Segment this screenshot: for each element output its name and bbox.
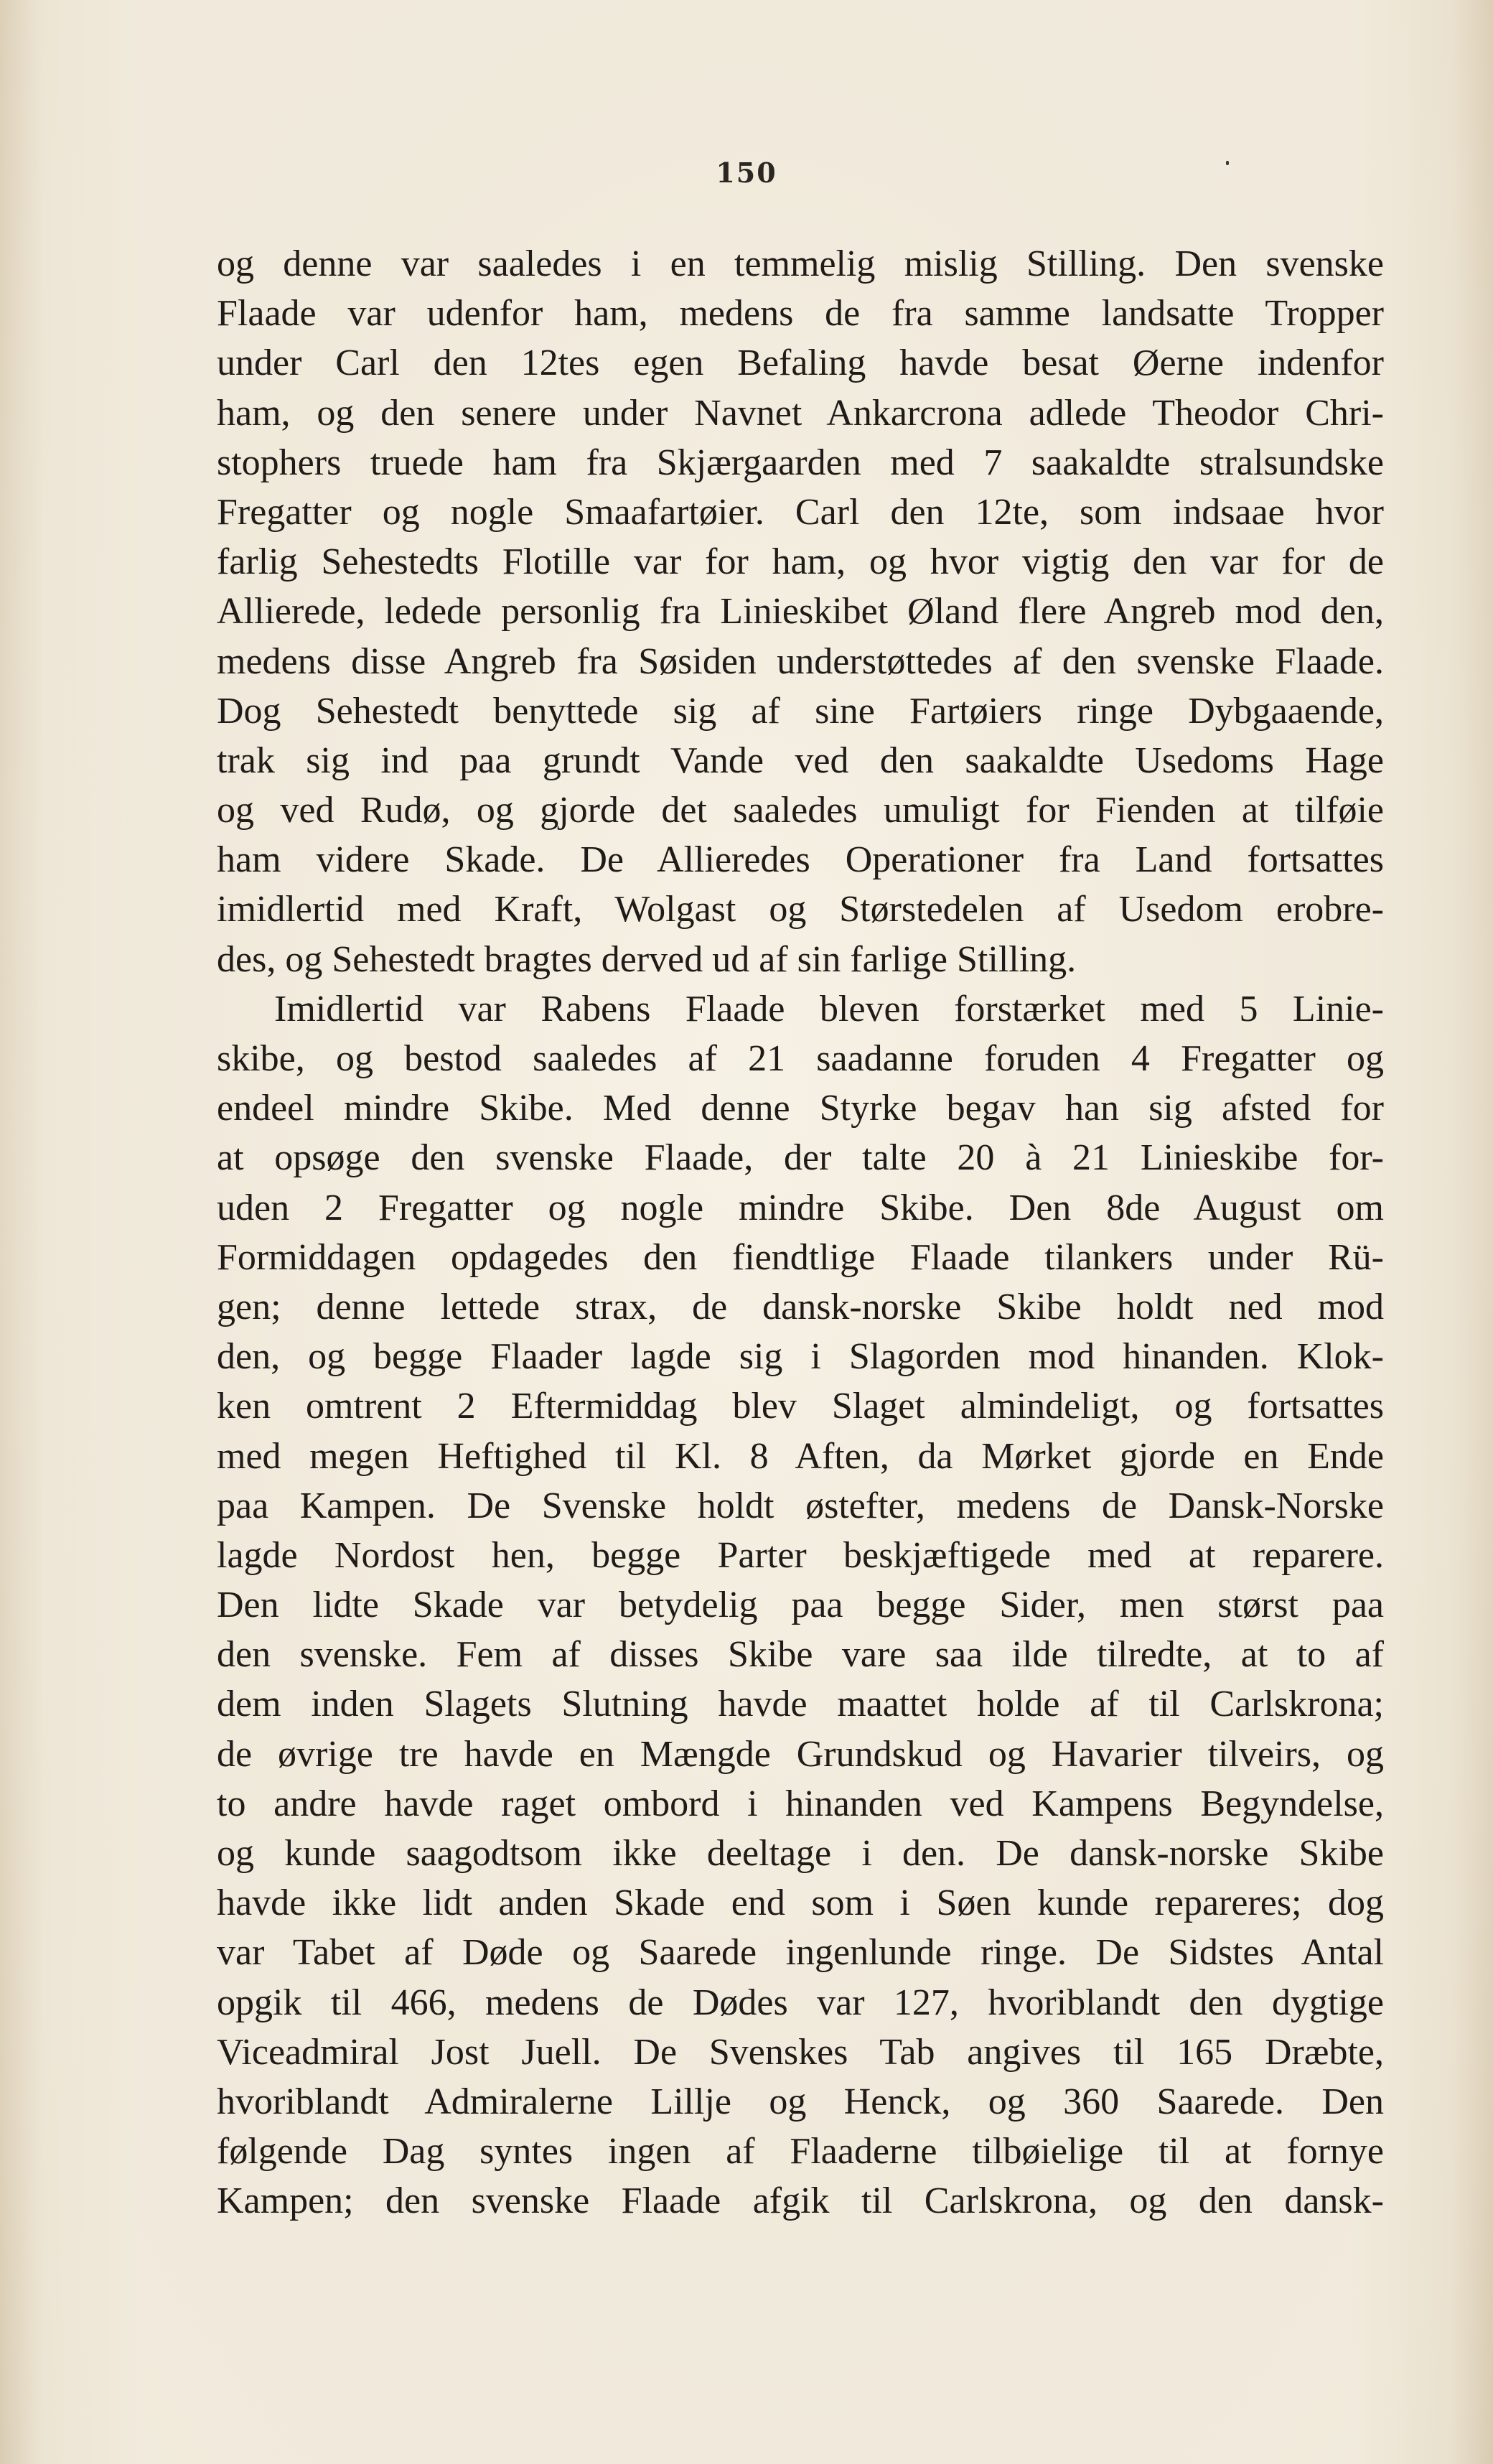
text-line: og denne var saaledes i en temmelig mislig Stilling. Den svenske <box>217 243 1384 284</box>
text-line: at opsøge den svenske Flaade, der talte 20 à 21 Linieskibe for- <box>217 1137 1384 1179</box>
text-line: Viceadmiral Jost Juell. De Svenskes Tab angives til 165 Dræbte, <box>217 2031 1384 2073</box>
text-line: havde ikke lidt anden Skade end som i Søen kunde repareres; dog <box>217 1882 1384 1924</box>
text-line: lagde Nordost hen, begge Parter beskjæftigede med at reparere. <box>217 1534 1384 1576</box>
text-line: farlig Sehestedts Flotille var for ham, og hvor vigtig den var for de <box>217 541 1384 583</box>
text-line: Imidlertid var Rabens Flaade bleven forstærket med 5 Linie- <box>274 988 1384 1030</box>
text-line: stophers truede ham fra Skjærgaarden med 7 saakaldte stralsundske <box>217 442 1384 483</box>
text-line: gen; denne lettede strax, de dansk-norske Skibe holdt ned mod <box>217 1286 1384 1327</box>
text-line: var Tabet af Døde og Saarede ingenlunde ringe. De Sidstes Antal <box>217 1932 1384 1974</box>
text-line: de øvrige tre havde en Mængde Grundskud og Havarier tilveirs, og <box>217 1733 1384 1775</box>
text-line: uden 2 Fregatter og nogle mindre Skibe. Den 8de August om <box>217 1187 1384 1228</box>
text-line: Allierede, ledede personlig fra Linieskibet Øland flere Angreb mod den, <box>217 591 1384 633</box>
text-line: des, og Sehestedt bragtes derved ud af sin farlige Stilling. <box>217 938 1077 980</box>
text-line: imidlertid med Kraft, Wolgast og Størstedelen af Usedom erobre- <box>217 889 1384 930</box>
page-number: 150 <box>716 157 777 189</box>
text-line: og ved Rudø, og gjorde det saaledes umuligt for Fienden at tilføie <box>217 790 1384 831</box>
text-line: ken omtrent 2 Eftermiddag blev Slaget almindeligt, og fortsattes <box>217 1386 1384 1427</box>
text-line: Den lidte Skade var betydelig paa begge Sider, men størst paa <box>217 1585 1384 1626</box>
text-line: den, og begge Flaader lagde sig i Slagorden mod hinanden. Klok- <box>217 1336 1384 1378</box>
text-line: to andre havde raget ombord i hinanden ved Kampens Begyndelse, <box>217 1783 1384 1824</box>
text-line: dem inden Slagets Slutning havde maattet holde af til Carlskrona; <box>217 1684 1384 1725</box>
text-line: følgende Dag syntes ingen af Flaaderne tilbøielige til at fornye <box>217 2131 1384 2173</box>
text-line: Flaade var udenfor ham, medens de fra samme landsatte Tropper <box>217 293 1384 335</box>
text-line: trak sig ind paa grundt Vande ved den saakaldte Usedoms Hage <box>217 739 1384 781</box>
paper-speck <box>1226 161 1229 165</box>
text-line: paa Kampen. De Svenske holdt østefter, medens de Dansk-Norske <box>217 1485 1384 1526</box>
text-line: opgik til 466, medens de Dødes var 127, hvoriblandt den dygtige <box>217 1982 1384 2023</box>
text-line: medens disse Angreb fra Søsiden understøttedes af den svenske Flaade. <box>217 640 1384 682</box>
text-line: endeel mindre Skibe. Med denne Styrke begav han sig afsted for <box>217 1088 1384 1129</box>
text-line: ham videre Skade. De Allieredes Operationer fra Land fortsattes <box>217 839 1384 881</box>
text-line: Kampen; den svenske Flaade afgik til Carlskrona, og den dansk- <box>217 2180 1384 2222</box>
text-line: med megen Heftighed til Kl. 8 Aften, da Mørket gjorde en Ende <box>217 1435 1384 1477</box>
body-text <box>217 239 1384 2226</box>
text-line: den svenske. Fem af disses Skibe vare saa ilde tilredte, at to af <box>217 1634 1384 1676</box>
text-line: skibe, og bestod saaledes af 21 saadanne foruden 4 Fregatter og <box>217 1038 1384 1079</box>
text-line: Dog Sehestedt benyttede sig af sine Fartøiers ringe Dybgaaende, <box>217 690 1384 732</box>
text-line: Fregatter og nogle Smaafartøier. Carl den 12te, som indsaae hvor <box>217 491 1384 533</box>
text-line: og kunde saagodtsom ikke deeltage i den. De dansk-norske Skibe <box>217 1833 1384 1874</box>
text-line: ham, og den senere under Navnet Ankarcrona adlede Theodor Chri- <box>217 392 1384 434</box>
text-line: under Carl den 12tes egen Befaling havde besat Øerne indenfor <box>217 342 1384 384</box>
text-line: Formiddagen opdagedes den fiendtlige Flaade tilankers under Rü- <box>217 1236 1384 1278</box>
text-line: hvoriblandt Admiralerne Lillje og Henck, og 360 Saarede. Den <box>217 2081 1384 2122</box>
